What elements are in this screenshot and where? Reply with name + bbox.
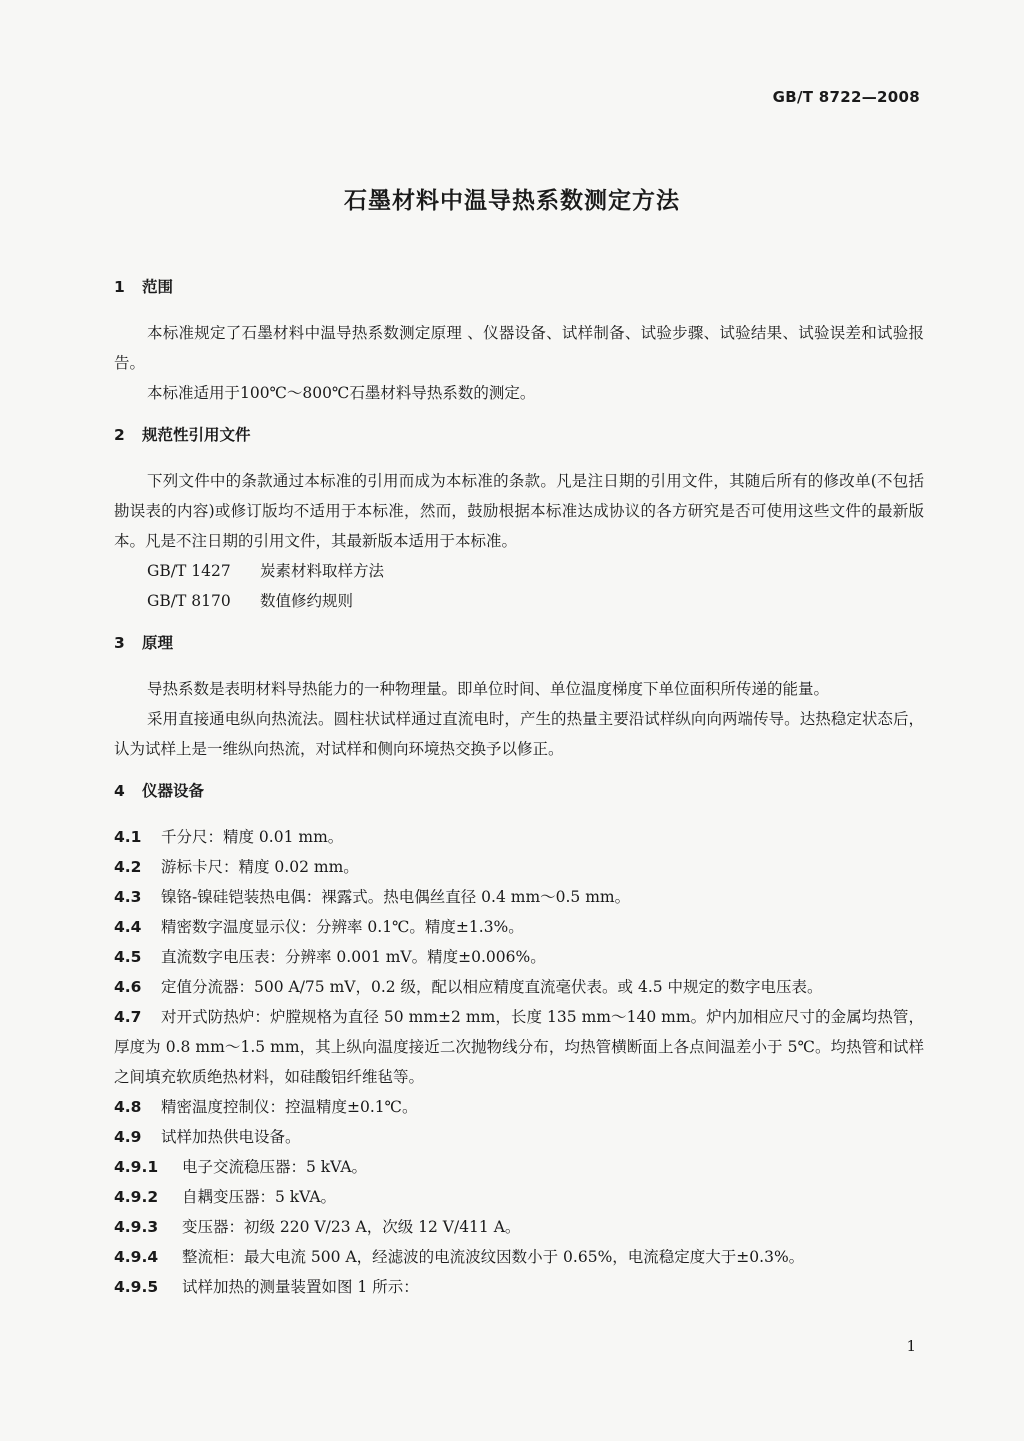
normative-reference [114, 586, 924, 616]
clause-text: 直流数字电压表：分辨率 0.001 mV。精度±0.006%。 [161, 948, 546, 966]
clause-number: 4.6 [114, 978, 142, 996]
clause-item [114, 1242, 924, 1272]
normative-reference [114, 556, 924, 586]
clause-item [114, 852, 924, 882]
clause-item [114, 1212, 924, 1242]
clause-text: 精密数字温度显示仪：分辨率 0.1℃。精度±1.3%。 [161, 918, 524, 936]
clause-number: 4.9 [114, 1128, 142, 1146]
clause-number: 4.7 [114, 1008, 142, 1026]
section-1-heading [114, 272, 924, 302]
clause-number: 4.1 [114, 828, 142, 846]
clause-number: 4.4 [114, 918, 142, 936]
clause-text: 试样加热的测量装置如图 1 所示： [182, 1278, 419, 1296]
section-number: 1 [114, 278, 125, 296]
clause-text: 电子交流稳压器：5 kVA。 [182, 1158, 368, 1176]
reference-title: 数值修约规则 [260, 592, 354, 610]
reference-title: 炭素材料取样方法 [260, 562, 385, 580]
clause-text: 对开式防热炉：炉膛规格为直径 50 mm±2 mm，长度 135 mm～140 mm。炉内加相应尺寸的金属均热管，厚度为 0.8 mm～1.5 mm，其上纵向温度接近二次抛物线分布，均热管横断面上各点间温差小于 5℃。均热管和试样之间填充软质绝热材料，如硅酸铝纤维毡等。 [114, 1008, 924, 1086]
document-body [114, 272, 924, 1302]
clause-item [114, 1152, 924, 1182]
clause-item [114, 1122, 924, 1152]
clause-item [114, 1092, 924, 1122]
paragraph: 本标准规定了石墨材料中温导热系数测定原理 、仪器设备、试样制备、试验步骤、试验结果、试验误差和试验报告。 [114, 324, 924, 372]
clause-number: 4.3 [114, 888, 142, 906]
clause-text: 自耦变压器：5 kVA。 [182, 1188, 337, 1206]
section-3-heading [114, 628, 924, 658]
clause-text: 定值分流器：500 A/75 mV，0.2 级，配以相应精度直流毫伏表。或 4.5 中规定的数字电压表。 [161, 978, 823, 996]
section-title: 原理 [142, 634, 174, 652]
section-number: 3 [114, 634, 125, 652]
clause-text: 整流柜：最大电流 500 A，经滤波的电流波纹因数小于 0.65%，电流稳定度大于±0.3%。 [182, 1248, 805, 1266]
reference-code: GB/T 8170 [147, 592, 231, 610]
clause-number: 4.9.1 [114, 1158, 159, 1176]
section-title: 规范性引用文件 [142, 426, 251, 444]
clause-text: 千分尺：精度 0.01 mm。 [161, 828, 344, 846]
clause-number: 4.9.5 [114, 1278, 159, 1296]
section-number: 2 [114, 426, 125, 444]
clause-number: 4.8 [114, 1098, 142, 1116]
page-number: 1 [906, 1337, 916, 1355]
section-number: 4 [114, 782, 125, 800]
paragraph: 导热系数是表明材料导热能力的一种物理量。即单位时间、单位温度梯度下单位面积所传递的能量。 [147, 680, 830, 698]
standard-code: GB/T 8722—2008 [772, 88, 920, 106]
clause-item [114, 1002, 924, 1092]
clause-item [114, 912, 924, 942]
clause-item [114, 972, 924, 1002]
clause-text: 试样加热供电设备。 [161, 1128, 301, 1146]
clause-item [114, 1182, 924, 1212]
document-title: 石墨材料中温导热系数测定方法 [344, 188, 680, 214]
clause-number: 4.9.4 [114, 1248, 159, 1266]
clause-item [114, 882, 924, 912]
paragraph: 下列文件中的条款通过本标准的引用而成为本标准的条款。凡是注日期的引用文件，其随后所有的修改单(不包括勘误表的内容)或修订版均不适用于本标准，然而，鼓励根据本标准达成协议的各方研究是否可使用这些文件的最新版本。凡是不注日期的引用文件，其最新版本适用于本标准。 [114, 472, 924, 550]
reference-code: GB/T 1427 [147, 562, 231, 580]
clause-text: 镍铬-镍硅铠装热电偶：裸露式。热电偶丝直径 0.4 mm～0.5 mm。 [161, 888, 631, 906]
section-2-heading [114, 420, 924, 450]
clause-item [114, 822, 924, 852]
clause-number: 4.2 [114, 858, 142, 876]
clause-item [114, 942, 924, 972]
clause-text: 游标卡尺：精度 0.02 mm。 [161, 858, 359, 876]
paragraph: 本标准适用于100℃～800℃石墨材料导热系数的测定。 [147, 384, 536, 402]
clause-item [114, 1272, 924, 1302]
clause-number: 4.9.3 [114, 1218, 159, 1236]
section-title: 仪器设备 [142, 782, 205, 800]
section-4-heading [114, 776, 924, 806]
clause-text: 变压器：初级 220 V/23 A，次级 12 V/411 A。 [182, 1218, 521, 1236]
clause-text: 精密温度控制仪：控温精度±0.1℃。 [161, 1098, 418, 1116]
clause-number: 4.9.2 [114, 1188, 159, 1206]
paragraph: 采用直接通电纵向热流法。圆柱状试样通过直流电时，产生的热量主要沿试样纵向向两端传导。达热稳定状态后，认为试样上是一维纵向热流，对试样和侧向环境热交换予以修正。 [114, 710, 924, 758]
section-title: 范围 [142, 278, 174, 296]
clause-number: 4.5 [114, 948, 142, 966]
